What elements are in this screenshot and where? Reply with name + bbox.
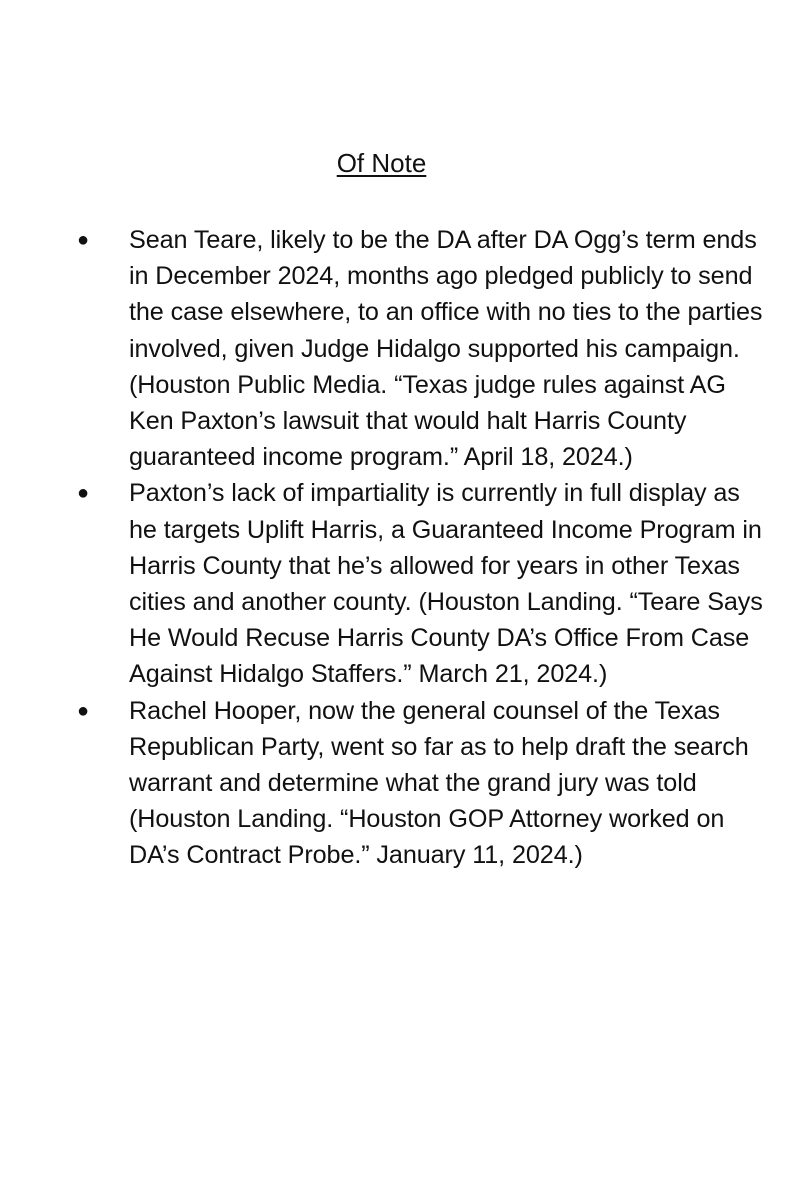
note-text: Rachel Hooper, now the general counsel of the Texas Republican Party, went so far as to help draft the search warrant and determine what the grand jury was told (Houston Landing. “Houston GOP Attorney worked on DA’s Contract Probe.” January 11, 2024.) [129,696,749,870]
document-heading: Of Note [336,148,427,178]
list-item [0,475,801,692]
note-text: Sean Teare, likely to be the DA after DA Ogg’s term ends in December 2024, months ago pledged publicly to send the case elsewhere, to an office with no ties to the parties involved, given Judge Hidalgo supported his campaign. (Houston Public Media. “Texas judge rules against AG Ken Paxton’s lawsuit that would halt Harris County guaranteed income program.” April 18, 2024.) [129,226,763,472]
list-item [0,693,801,874]
list-item [0,222,801,475]
bullet-icon: ● [77,229,90,251]
bullet-icon: ● [77,699,90,722]
notes-list [0,222,801,874]
note-text: Paxton’s lack of impartiality is currently in full display as he targets Uplift Harris, a Guaranteed Income Program in Harris County that he’s allowed for years in other Texas cities and another county. (Houston Landing. “Teare Says He Would Recuse Harris County DA’s Office From Case Against Hidalgo Staffers.” March 21, 2024.) [129,479,763,689]
bullet-icon: ● [77,482,90,505]
